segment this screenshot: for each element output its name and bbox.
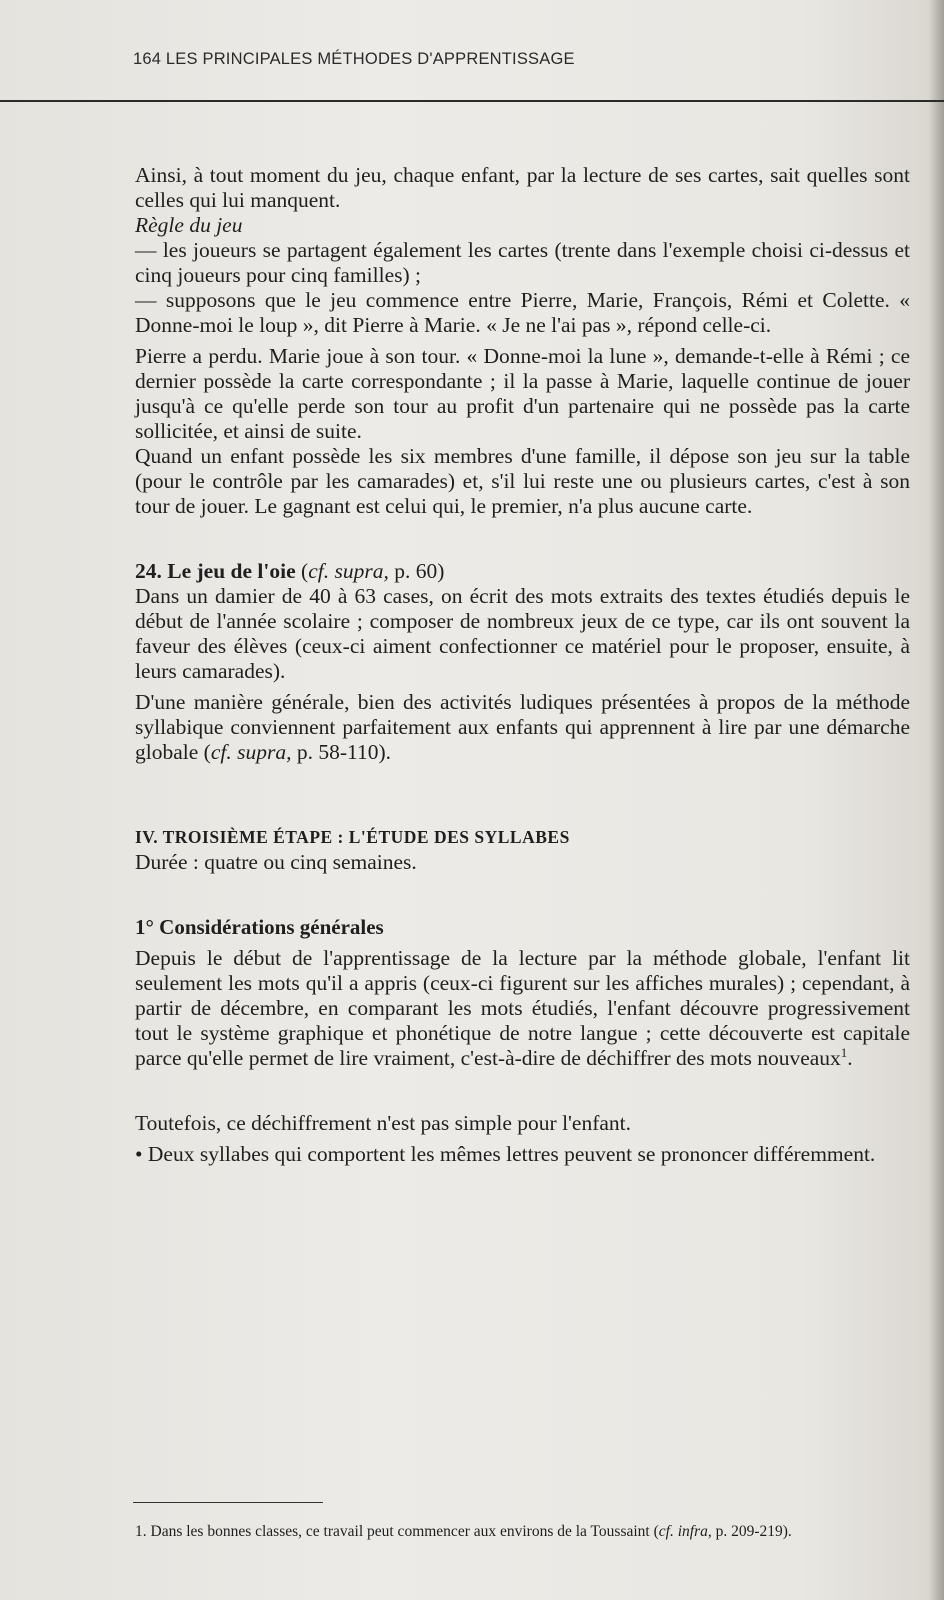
header-rule xyxy=(0,100,944,102)
subsection-title: 1° Considérations générales xyxy=(135,915,384,939)
heading-24-ref-open: ( xyxy=(301,559,309,583)
spacer xyxy=(135,1071,910,1111)
footnote-ref-italic: cf. infra, xyxy=(658,1523,712,1540)
heading-24-title: 24. Le jeu de l'oie xyxy=(135,559,296,583)
paragraph-end: . xyxy=(847,1046,853,1070)
footnote-rule xyxy=(133,1502,323,1503)
heading-24-ref-rest: p. 60) xyxy=(388,559,445,583)
rule-title: Règle du jeu xyxy=(135,213,243,237)
paragraph: Ainsi, à tout moment du jeu, chaque enfant, par la lecture de ses cartes, sait quelles sont celles qui lui manquent. xyxy=(135,163,910,212)
paragraph-ref-end: p. 58-110). xyxy=(291,740,391,764)
paragraph xyxy=(135,690,910,765)
paragraph: Pierre a perdu. Marie joue à son tour. « Donne-moi la lune », demande-t-elle à Rémi ; ce dernier possède la carte correspondante ; il la passe à Marie, laquelle continue de jouer jusqu'à ce qu'elle perde son tour au profit d'un partenaire qui ne possède pas la carte sollicitée, et ainsi de suite. xyxy=(135,344,910,443)
running-head: 164 LES PRINCIPALES MÉTHODES D'APPRENTISSAGE xyxy=(133,50,575,68)
spacer xyxy=(135,875,910,915)
paragraph-text: D'une manière générale, bien des activités ludiques présentées à propos de la méthode syllabique conviennent parfaitement aux enfants qui apprennent à lire par une démarche globale ( xyxy=(135,690,910,764)
page-binding-shadow xyxy=(928,0,944,1600)
paragraph-ref-italic: cf. supra, xyxy=(210,740,292,764)
rule-item: — les joueurs se partagent également les cartes (trente dans l'exemple choisi ci-dessus et cinq joueurs pour cinq familles) ; xyxy=(135,238,910,287)
rule-item: — supposons que le jeu commence entre Pierre, Marie, François, Rémi et Colette. « Donne-moi le loup », dit Pierre à Marie. « Je ne l'ai pas », répond celle-ci. xyxy=(135,288,910,337)
paragraph: Quand un enfant possède les six membres d'une famille, il dépose son jeu sur la table (pour le contrôle par les camarades) et, s'il lui reste une ou plusieurs cartes, c'est à son tour de jouer. Le gagnant est celui qui, le premier, n'a plus aucune carte. xyxy=(135,444,910,518)
spacer xyxy=(135,519,910,559)
paragraph: Toutefois, ce déchiffrement n'est pas simple pour l'enfant. xyxy=(135,1111,632,1135)
paragraph-text: Depuis le début de l'apprentissage de la lecture par la méthode globale, l'enfant lit seulement les mots qu'il a appris (ceux-ci figurent sur les affiches murales) ; cependant, à partir de décembre, en comparant les mots étudiés, l'enfant découvre progressivement tout le système graphique et phonétique de notre langue ; cette découverte est capitale parce qu'elle permet de lire vraiment, c'est-à-dire de déchiffrer des mots nouveaux xyxy=(135,946,910,1070)
section-title: IV. TROISIÈME ÉTAPE : L'ÉTUDE DES SYLLABES xyxy=(135,827,570,847)
footnote-marker: 1 xyxy=(840,1044,848,1060)
footnote-ref-end: p. 209-219). xyxy=(711,1523,792,1540)
footnote-text: 1. Dans les bonnes classes, ce travail peut commencer aux environs de la Toussaint ( xyxy=(135,1523,659,1540)
spacer xyxy=(135,765,910,825)
heading-24-ref-italic: cf. supra, xyxy=(308,559,389,583)
duration: Durée : quatre ou cinq semaines. xyxy=(135,850,417,874)
bullet-item: • Deux syllabes qui comportent les mêmes lettres peuvent se prononcer différemment. xyxy=(135,1142,876,1166)
heading-24 xyxy=(135,559,910,584)
footnote xyxy=(135,1523,910,1541)
body-text xyxy=(135,163,910,1167)
paragraph: Dans un damier de 40 à 63 cases, on écrit des mots extraits des textes étudiés depuis le début de l'année scolaire ; composer de nombreux jeux de ce type, car ils ont souvent la faveur des élèves (ceux-ci aiment confectionner ce matériel pour le proposer, ensuite, à leurs camarades). xyxy=(135,584,910,683)
paragraph xyxy=(135,946,910,1071)
